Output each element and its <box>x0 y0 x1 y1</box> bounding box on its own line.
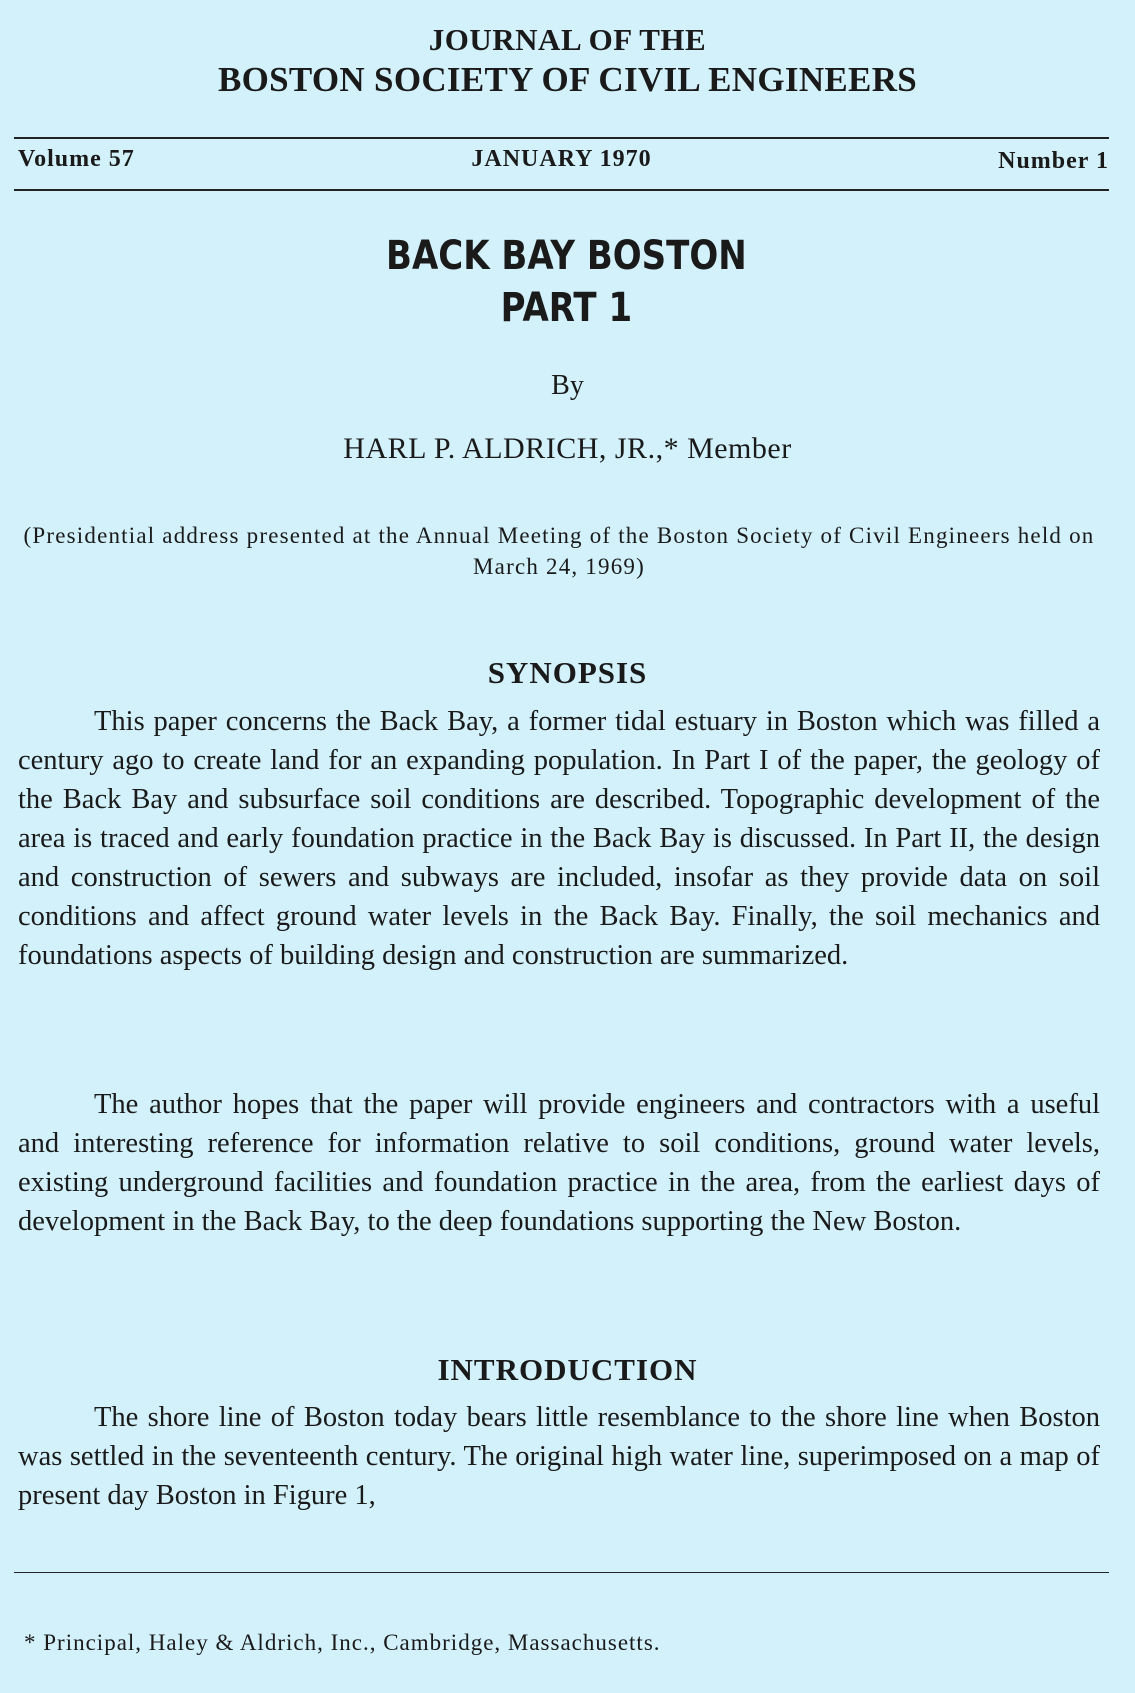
synopsis-paragraph-1: This paper concerns the Back Bay, a former tidal estuary in Boston which was filled a century ago to create land for an expanding population. In Part I of the paper, the geology of the Back Bay and subsurface soil conditions are described. Topographic development of the area is traced and early foundation practice in the Back Bay is discussed. In Part II, the design and construction of sewers and subways are included, insofar as they provide data on soil conditions and affect ground water levels in the Back Bay. Finally, the soil mechanics and foundations aspects of building design and construction are summarized. <box>18 706 1100 971</box>
issue-number: Number 1 <box>998 148 1109 174</box>
article-title <box>84 230 1049 334</box>
author-footnote: * Principal, Haley & Aldrich, Inc., Cambridge, Massachusetts. <box>24 1630 661 1655</box>
volume-label: Volume 57 <box>18 146 135 172</box>
synopsis-heading: SYNOPSIS <box>487 655 648 690</box>
journal-masthead <box>0 22 1135 100</box>
author-name: HARL P. ALDRICH, JR.,* Member <box>343 432 792 465</box>
journal-title-line1: JOURNAL OF THE <box>428 22 707 57</box>
article-title-line2: PART 1 <box>500 285 633 331</box>
journal-title-line2: BOSTON SOCIETY OF CIVIL ENGINEERS <box>217 59 918 99</box>
byline-by: By <box>551 370 584 401</box>
introduction-heading: INTRODUCTION <box>437 1352 698 1387</box>
header-rule-top <box>14 137 1109 139</box>
footnote-rule <box>14 1572 1109 1573</box>
presentation-note: (Presidential address presented at the Annual Meeting of the Boston Society of Civil Engineers held on March 24, 1969) <box>23 523 1095 579</box>
issue-date: JANUARY 1970 <box>471 146 652 172</box>
article-title-line1: BACK BAY BOSTON <box>386 233 747 279</box>
introduction-paragraph: The shore line of Boston today bears little resemblance to the shore line when Boston was settled in the seventeenth century. The original high water line, superimposed on a map of present day Boston in Figure 1, <box>18 1402 1100 1511</box>
header-rule-bottom <box>14 189 1109 191</box>
synopsis-paragraph-2: The author hopes that the paper will provide engineers and contractors with a useful and interesting reference for information relative to soil conditions, ground water levels, existing underground facilities and foundation practice in the area, from the earliest days of development in the Back Bay, to the deep foundations supporting the New Boston. <box>18 1089 1100 1237</box>
